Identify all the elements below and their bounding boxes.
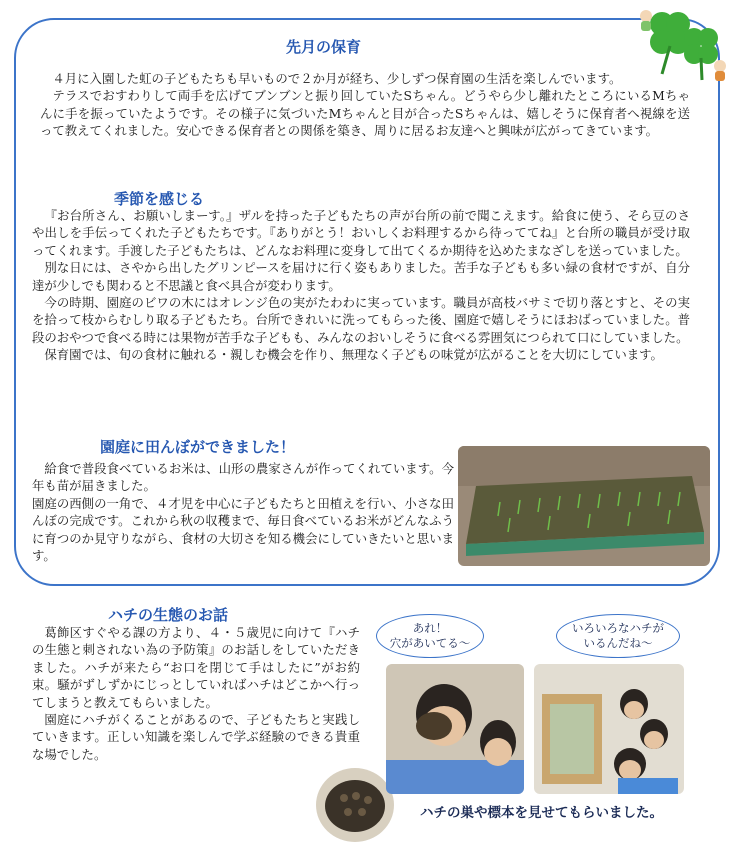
section4-paragraph: 園庭にハチがくることがあるので、子どもたちと実践していきます。正しい知識を楽しんで学ぶ経験のできる貴重な場でした。 (32, 712, 360, 762)
rice-paddy-photo (458, 446, 710, 566)
section4-body (32, 624, 360, 763)
children-specimen-photo (534, 664, 684, 794)
photo-caption: ハチの巣や標本を見せてもらいました。 (420, 805, 663, 821)
bubble-text: いろいろなハチが (572, 621, 664, 635)
section2-paragraph: 保育園では、旬の食材に触れる・親しむ機会を作り、無理なく子どもの味覚が広がることを大切にしています。 (44, 347, 663, 363)
bubble-text: あれ！ (412, 621, 448, 635)
section3-paragraph: 給食で普段食べているお米は、山形の農家さんが作ってくれています。今年も苗が届きました。 (32, 461, 454, 494)
section2-title: 季節を感じる (114, 190, 205, 208)
bee-nest-photo (316, 768, 394, 842)
bubble-text: いるんだね～ (583, 636, 653, 650)
section3-body (32, 460, 454, 564)
section2-paragraph: 今の時期、園庭のビワの木にはオレンジ色の実がたわわに実っています。職員が高枝バサミで切り落とすと、その実を拾って枝からむしり取る子どもたち。台所できれいに洗ってもらった後、園庭で嬉しそうにほおばっていました。普段のおやつで食べる時には果物が苦手な子どもも、みんなのおいしそうに食べる雰囲気につられて口にしていました。 (32, 295, 690, 345)
section3-title: 園庭に田んぼができました！ (100, 438, 296, 456)
section2-body (32, 207, 690, 364)
section2-paragraph: 別な日には、さやから出したグリンピースを届けに行く姿もありました。苦手な子どもも多い緑の食材ですが、自分達が少しでも関わると不思議と食べ具合が変わります。 (32, 260, 690, 293)
section2-paragraph: 『お台所さん、お願いしまーす。』ザルを持った子どもたちの声が台所の前で聞こえます。給食に使う、そら豆のさや出しを手伝ってくれた子どもたちです。『ありがとう！おいしくお料理するから待っててね』と台所の職員が受け取ってくれます。手渡した子どもたちは、どんなお料理に変身して出てくるか期待を込めたまなざしを送っていました。 (32, 208, 690, 258)
speech-bubble-right (556, 614, 680, 658)
section1-title: 先月の保育 (286, 38, 362, 56)
section1-paragraph: ４月に入園した虹の子どもたちも早いもので２か月が経ち、少しずつ保育園の生活を楽しんでいます。 (52, 71, 622, 86)
children-nest-photo (386, 664, 524, 794)
section1-body (40, 70, 690, 140)
section4-title: ハチの生態のお話 (108, 606, 229, 624)
bubble-text: 穴があいてる～ (389, 636, 471, 650)
speech-bubble-left (376, 614, 484, 658)
section1-paragraph: テラスでおすわりして両手を広げてブンブンと振り回していたSちゃん。どうやら少し離れたところにいるMちゃんに手を振っていたようです。その様子に気づいたMちゃんと目が合ったSちゃんは、嬉しそうに保育者へ視線を送って教えてくれました。安心できる保育者との関係を築き、周りに居るお友達へと興味が広がってきています。 (40, 88, 690, 139)
section3-paragraph: 園庭の西側の一角で、４才児を中心に子どもたちと田植えを行い、小さな田んぼの完成です。これから秋の収穫まで、毎日食べているお米がどんなふうに育つのか見守りながら、食材の大切さを知る機会にしていきたいと思います。 (32, 495, 454, 564)
section4-paragraph: 葛飾区すぐやる課の方より、４・５歳児に向けて『ハチの生態と刺されない為の予防策』のお話しをしていただきました。ハチが来たら“お口を閉じて手はしたに”がお約束。騒がずしずかにじっとしていればハチはどこかへ行ってしまうと教えてもらいました。 (32, 625, 360, 710)
